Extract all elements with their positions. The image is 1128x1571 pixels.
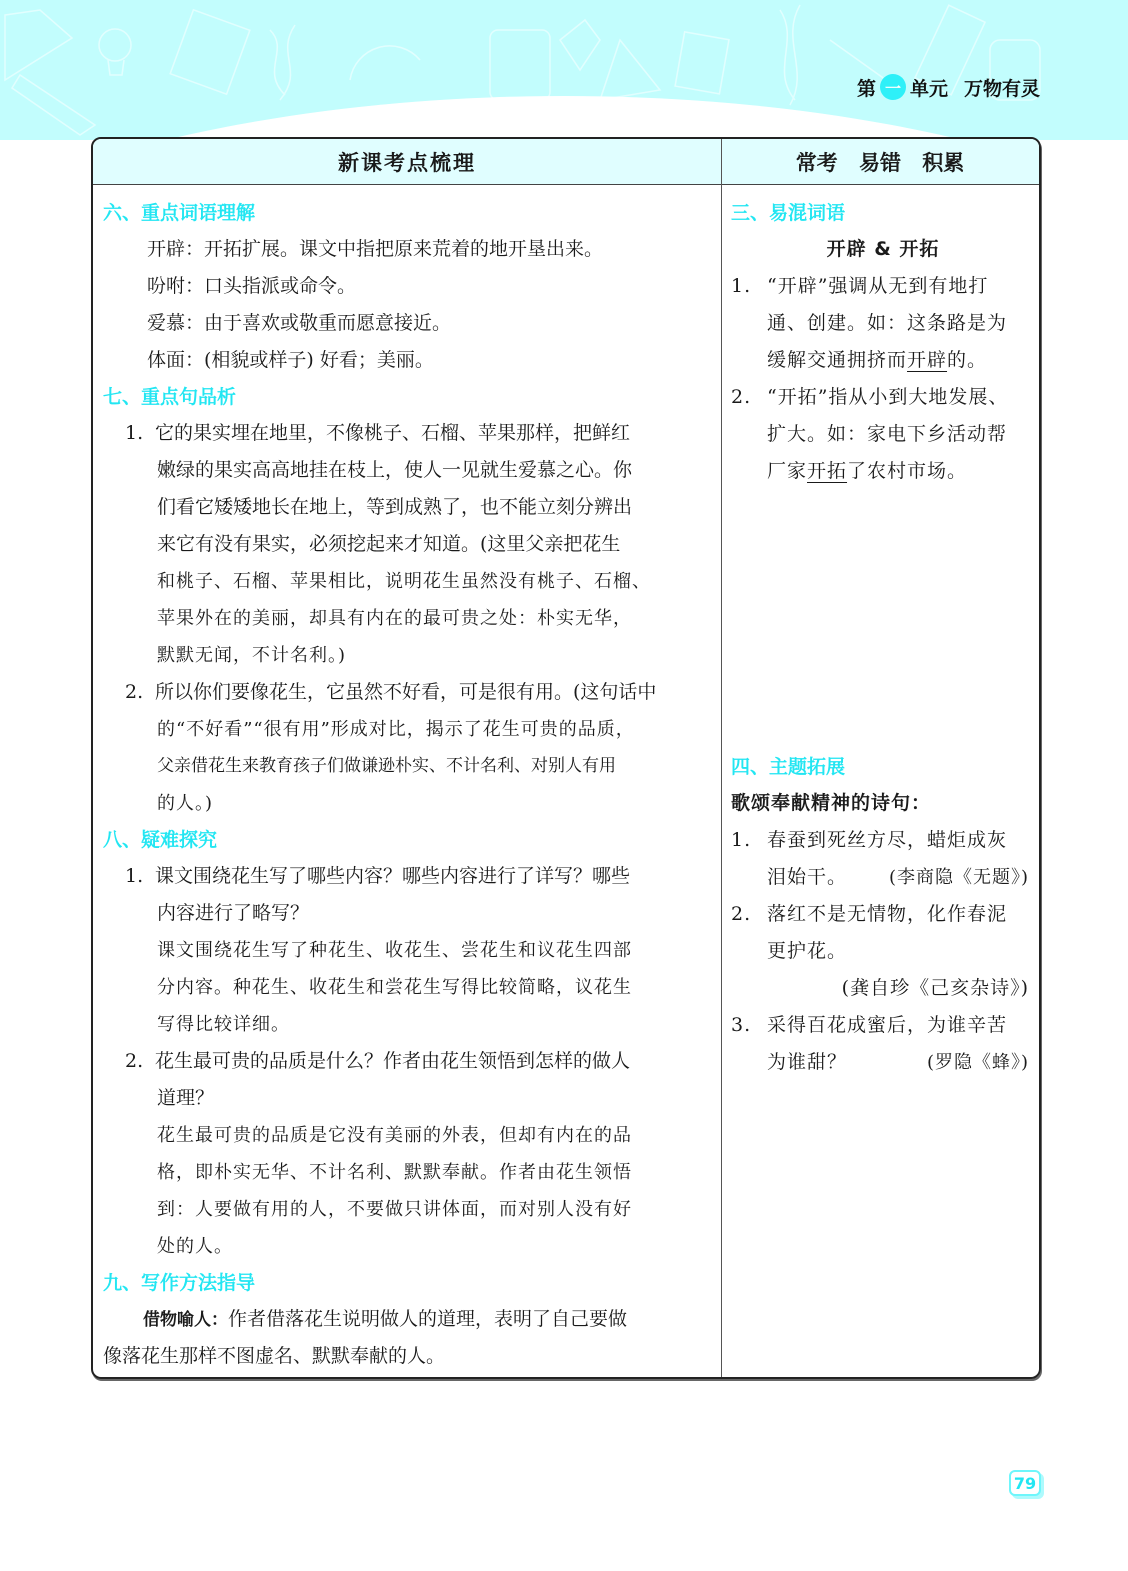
analysis-line: 的人。)	[157, 793, 214, 814]
unit-number-badge: 一	[880, 74, 906, 100]
unit-theme: 万物有灵	[963, 77, 1040, 100]
analysis-line: 默默无闻，不计名利。)	[157, 645, 347, 666]
answer-line: 分内容。种花生、收花生和尝花生写得比较简略，议花生	[157, 977, 632, 998]
answer-line: 处的人。	[157, 1236, 233, 1257]
section-title-4: 四、主题拓展	[731, 756, 846, 778]
section-title-8: 八、疑难探究	[103, 829, 218, 851]
confusable-item-1: 1. “开辟”强调从无到有地打	[731, 268, 1035, 305]
poem-item-3: 3. 采得百花成蜜后，为谁辛苦	[731, 1007, 1035, 1044]
item-number: 1.	[125, 422, 144, 444]
writing-method-line: 像落花生那样不图虚名、默默奉献的人。	[103, 1345, 446, 1367]
poem-source: (罗隐《蜂》)	[926, 1052, 1029, 1073]
text-line: 厂家开拓了农村市场。	[767, 460, 968, 482]
question-line: 内容进行了略写？	[157, 902, 310, 924]
method-term: 借物喻人：	[143, 1310, 228, 1330]
sentence-item-1: 1. 它的果实埋在地里，不像桃子、石榴、苹果那样，把鲜红	[103, 415, 713, 452]
analysis-line: 苹果外在的美丽，却具有内在的最可贵之处：朴实无华，	[157, 608, 632, 629]
section-title-3: 三、易混词语	[731, 202, 846, 224]
answer-line: 写得比较详细。	[157, 1014, 290, 1035]
analysis-line: 和桃子、石榴、苹果相比，说明花生虽然没有桃子、石榴、	[157, 571, 651, 592]
text-line: 来它有没有果实，必须挖起来才知道。(这里父亲把花生	[157, 533, 621, 555]
page-number: 79	[1009, 1470, 1041, 1496]
confusable-item-2: 2. “开拓”指从小到大地发展、	[731, 379, 1035, 416]
poem-line: 为谁甜？ (罗隐《蜂》)	[731, 1044, 1035, 1081]
text-line: 通、创建。如：这条路是为	[767, 312, 1008, 334]
text-line: 嫩绿的果实高高地挂在枝上，使人一见就生爱慕之心。你	[157, 459, 633, 481]
left-column-header: 新课考点梳理	[338, 151, 476, 175]
section-title-9: 九、写作方法指导	[103, 1272, 256, 1294]
vocab-line: 吩咐：口头指派或命令。	[147, 275, 357, 297]
analysis-line: 父亲借花生来教育孩子们做谦逊朴实、不计名利、对别人有用	[157, 756, 616, 776]
item-number: 2.	[731, 386, 752, 408]
answer-line: 课文围绕花生写了种花生、收花生、尝花生和议花生四部	[157, 940, 632, 961]
item-number: 1.	[731, 829, 752, 851]
question-line: 道理？	[157, 1087, 215, 1109]
underlined-word: 开辟	[907, 349, 948, 371]
poem-line: 泪始干。 (李商隐《无题》)	[731, 859, 1035, 896]
unit-prefix: 第	[856, 77, 876, 100]
right-column	[731, 195, 1035, 1081]
sentence-item-2: 2. 所以你们要像花生，它虽然不好看，可是很有用。(这句话中	[103, 674, 713, 711]
column-divider	[721, 139, 722, 1377]
poem-item-1: 1. 春蚕到死丝方尽，蜡炬成灰	[731, 822, 1035, 859]
poem-source: (龚自珍《己亥杂诗》)	[841, 977, 1029, 999]
unit-suffix: 单元	[909, 77, 948, 100]
table-header-row	[93, 139, 1039, 185]
poem-source: (李商隐《无题》)	[888, 867, 1029, 888]
word-pair-title: 开辟 & 开拓	[826, 238, 940, 260]
item-number: 2.	[125, 1050, 144, 1072]
text-line: 扩大。如：家电下乡活动帮	[767, 423, 1008, 445]
answer-line: 到：人要做有用的人，不要做只讲体面，而对别人没有好	[157, 1199, 632, 1220]
answer-line: 格，即朴实无华、不计名利、默默奉献。作者由花生领悟	[157, 1162, 632, 1183]
answer-line: 花生最可贵的品质是它没有美丽的外表，但却有内在的品	[157, 1125, 632, 1146]
question-item-2: 2. 花生最可贵的品质是什么？作者由花生领悟到怎样的做人	[103, 1043, 713, 1080]
page-banner	[0, 0, 1128, 140]
vocab-line: 体面：(相貌或样子) 好看；美丽。	[147, 349, 434, 371]
item-number: 2.	[731, 903, 752, 925]
underlined-word: 开拓	[807, 460, 848, 482]
vocab-line: 开辟：开拓扩展。课文中指把原来荒着的地开垦出来。	[147, 238, 604, 260]
section-title-7: 七、重点句品析	[103, 386, 237, 408]
content-table	[91, 137, 1041, 1379]
section-title-6: 六、重点词语理解	[103, 202, 256, 224]
analysis-line: 的“不好看”“很有用”形成对比，揭示了花生可贵的品质，	[157, 719, 635, 740]
vocab-line: 爱慕：由于喜欢或敬重而愿意接近。	[147, 312, 452, 334]
text-line: 们看它矮矮地长在地上，等到成熟了，也不能立刻分辨出	[157, 496, 633, 518]
poem-item-2: 2. 落红不是无情物，化作春泥	[731, 896, 1035, 933]
spacer	[731, 490, 1035, 749]
poems-subtitle: 歌颂奉献精神的诗句：	[731, 792, 932, 814]
item-number: 3.	[731, 1014, 752, 1036]
left-column	[103, 195, 713, 1375]
right-column-header: 常考 易错 积累	[795, 151, 965, 175]
item-number: 1.	[731, 275, 752, 297]
text-line: 缓解交通拥挤而开辟的。	[767, 349, 988, 371]
writing-method-line: 借物喻人：作者借落花生说明做人的道理，表明了自己要做	[143, 1308, 628, 1330]
item-number: 1.	[125, 865, 144, 887]
item-number: 2.	[125, 681, 144, 703]
question-item-1: 1. 课文围绕花生写了哪些内容？哪些内容进行了详写？哪些	[103, 858, 713, 895]
poem-line: 更护花。	[767, 940, 848, 962]
unit-title	[857, 72, 1040, 102]
